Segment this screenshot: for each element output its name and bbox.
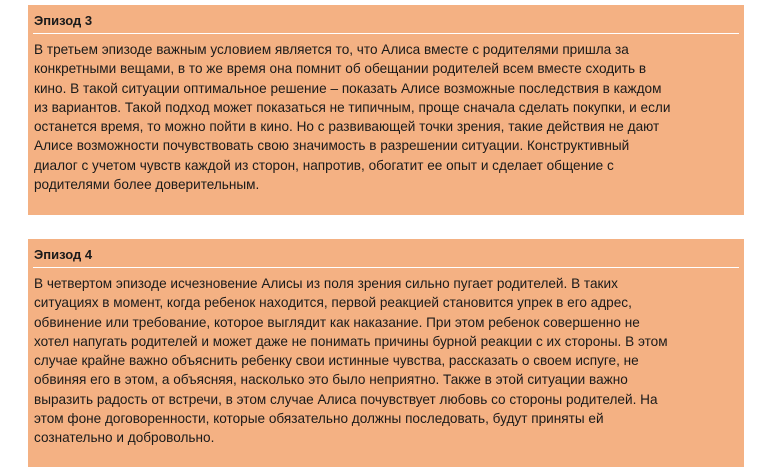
episode-4-line: В четвертом эпизоде исчезновение Алисы из поля зрения сильно пугает родителей. В таких: [34, 276, 618, 291]
episode-3-line: диалог с учетом чувств каждой из сторон, напротив, обогатит ее опыт и сделает общение с: [34, 157, 614, 173]
episode-4-line: сознательно и добровольно.: [34, 430, 215, 446]
episode-4-line: выразить радость от встречи, в этом случае Алиса почувствует любовь со стороны родителей. На: [34, 391, 658, 407]
episode-3-title: Эпизод 3: [33, 8, 739, 34]
episode-4-line: случае крайне важно объяснить ребенку свои истинные чувства, рассказать о своем испуге, не: [34, 353, 639, 369]
episode-3-text: [34, 40, 738, 194]
episode-3-block: [28, 5, 744, 215]
episode-3-line: останется время, то можно пойти в кино. Но с развивающей точки зрения, такие действия не дают: [34, 119, 660, 135]
episode-4-line: ситуациях в момент, когда ребенок находится, первой реакцией становится упрек в его адрес,: [34, 295, 632, 311]
episode-3-line: из вариантов. Такой подход может показаться не типичным, проще сначала сделать покупки, и если: [34, 99, 671, 115]
episode-4-line: обвиняя его в этом, а объясняя, насколько это было неприятно. Также в этой ситуации важно: [34, 372, 628, 388]
episode-3-line: В третьем эпизоде важным условием является то, что Алиса вместе с родителями пришла за: [34, 42, 629, 57]
episode-4-line: обвинение или требование, которое выглядит как наказание. При этом ребенок совершенно не: [34, 314, 640, 330]
episode-3-line: родителями более доверительным.: [34, 177, 260, 193]
episode-4-block: [28, 239, 744, 467]
episode-3-line: Алисе возможности почувствовать свою значимость в разрешении ситуации. Конструктивный: [34, 138, 630, 154]
episode-4-line: хотел напугать родителей и может даже не понимать причины бурной реакции с их стороны. В этом: [34, 333, 668, 349]
episode-3-line: конкретными вещами, в то же время она помнит об обещании родителей всем вместе сходить в: [34, 61, 647, 77]
episode-4-text: [34, 274, 738, 448]
episode-4-line: этом фоне договоренности, которые обязательно должны последовать, будут приняты ей: [34, 411, 604, 427]
episode-4-title: Эпизод 4: [33, 242, 739, 268]
episode-3-line: кино. В такой ситуации оптимальное решение – показать Алисе возможные последствия в каждом: [34, 80, 662, 96]
